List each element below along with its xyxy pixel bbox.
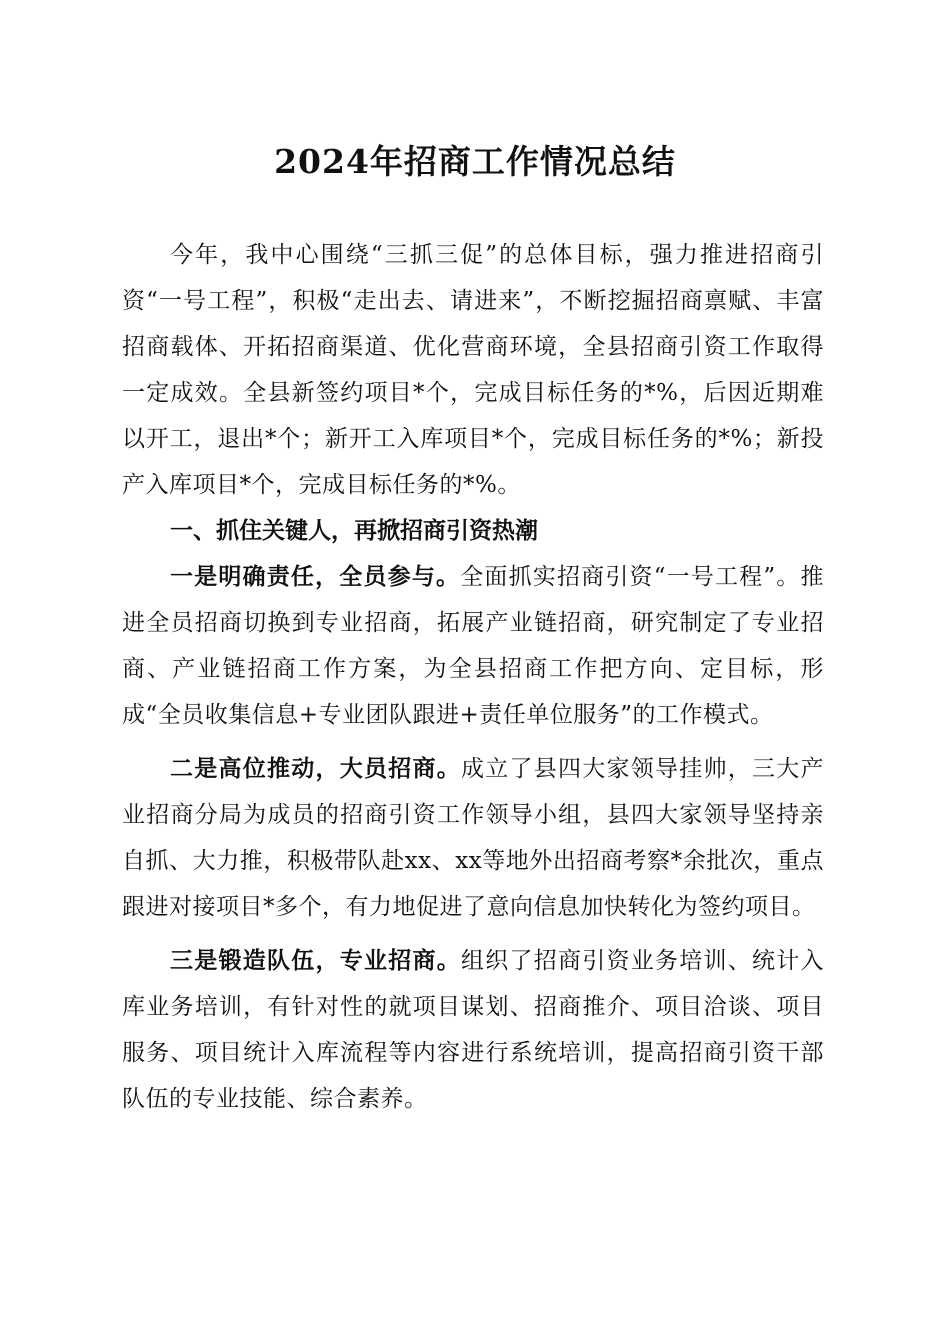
paragraph-1-lead: 一是明确责任，全员参与。 <box>170 563 461 590</box>
document-body <box>122 232 824 1122</box>
document-title: 2024年招商工作情况总结 <box>274 142 676 181</box>
paragraph-2-lead: 二是高位推动，大员招商。 <box>170 755 461 782</box>
paragraph-2-text: 成立了县四大家领导挂帅，三大产业招商分局为成员的招商引资工作领导小组，县四大家领导坚持亲自抓、大力推，积极带队赴xx、xx等地外出招商考察*余批次，重点跟进对接项目*多个，有力地促进了意向信息加快转化为签约项目。 <box>122 756 824 920</box>
body-paragraph-2 <box>122 746 824 930</box>
intro-paragraph: 今年，我中心围绕“三抓三促”的总体目标，强力推进招商引资“一号工程”，积极“走出去、请进来”，不断挖掘招商禀赋、丰富招商载体、开拓招商渠道、优化营商环境，全县招商引资工作取得一定成效。全县新签约项目*个，完成目标任务的*%，后因近期难以开工，退出*个；新开工入库项目*个，完成目标任务的*%；新投产入库项目*个，完成目标任务的*%。 <box>122 242 824 498</box>
paragraph-3-text: 组织了招商引资业务培训、统计入库业务培训，有针对性的就项目谋划、招商推介、项目洽谈、项目服务、项目统计入库流程等内容进行系统培训，提高招商引资干部队伍的专业技能、综合素养。 <box>122 948 824 1112</box>
body-paragraph-3 <box>122 938 824 1122</box>
paragraph-1-text: 全面抓实招商引资“一号工程”。推进全员招商切换到专业招商，拓展产业链招商，研究制定了专业招商、产业链招商工作方案，为全县招商工作把方向、定目标，形成“全员收集信息+专业团队跟进+责任单位服务”的工作模式。 <box>122 564 824 728</box>
paragraph-3-lead: 三是锻造队伍，专业招商。 <box>170 947 461 974</box>
body-paragraph-1 <box>122 554 824 738</box>
section-heading: 一、抓住关键人，再掀招商引资热潮 <box>170 518 538 544</box>
